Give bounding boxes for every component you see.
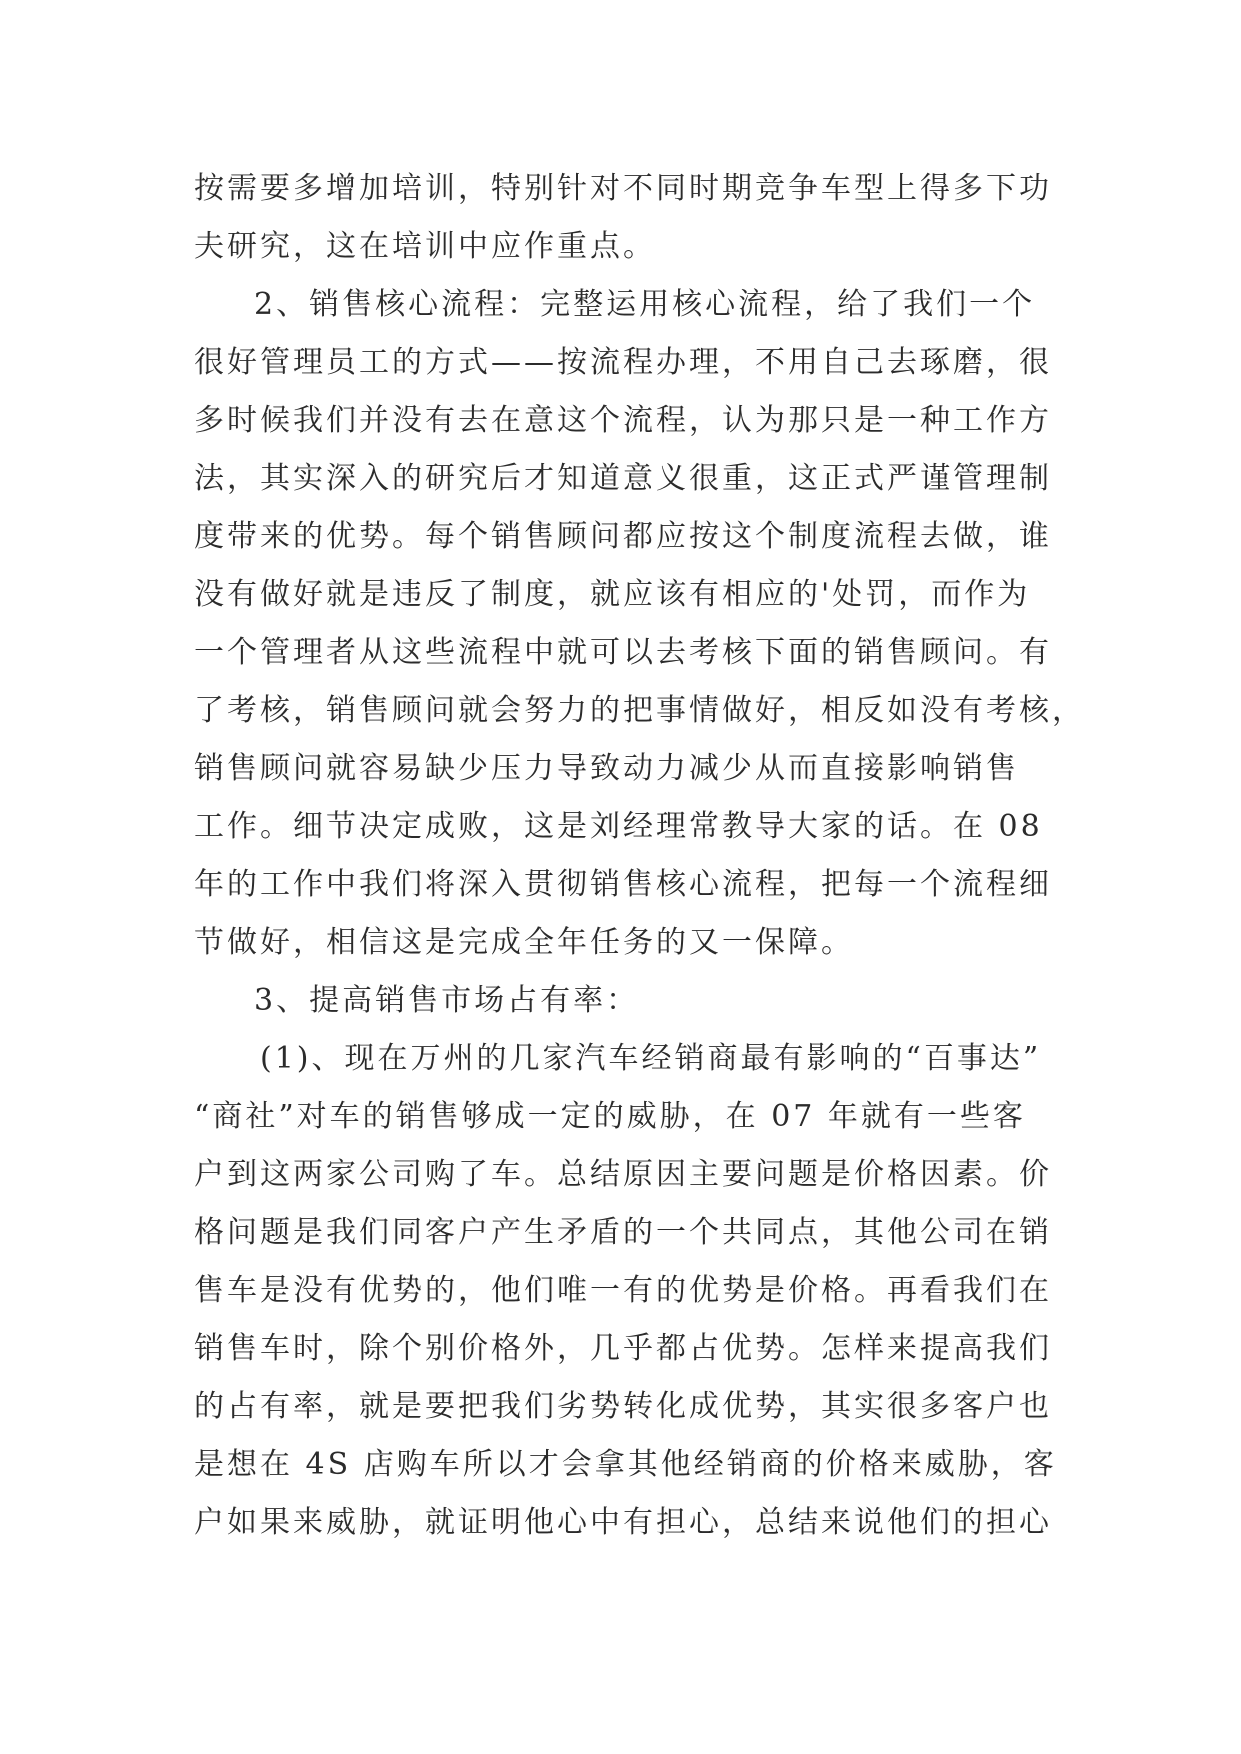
text-line: 工作。细节决定成败，这是刘经理常教导大家的话。在 08 [194,809,1043,844]
text-line: 户如果来威胁，就证明他心中有担心，总结来说他们的担心 [194,1505,1052,1540]
text-line: 格问题是我们同客户产生矛盾的一个共同点，其他公司在销 [194,1215,1052,1250]
text-line: 多时候我们并没有去在意这个流程，认为那只是一种工作方 [194,403,1052,438]
subparagraph-heading-1: (1)、现在万州的几家汽车经销商最有影响的“百事达” [260,1041,1042,1076]
text-line: 一个管理者从这些流程中就可以去考核下面的销售顾问。有 [194,635,1052,670]
text-line: 很好管理员工的方式——按流程办理，不用自己去琢磨，很 [194,345,1052,380]
paragraph-heading-3: 3、提高销售市场占有率： [254,983,640,1018]
text-line: 夫研究，这在培训中应作重点。 [194,229,656,264]
text-line: 按需要多增加培训，特别针对不同时期竞争车型上得多下功 [194,171,1052,206]
text-line: 节做好，相信这是完成全年任务的又一保障。 [194,925,854,960]
paragraph-heading-2: 2、销售核心流程：完整运用核心流程，给了我们一个 [254,287,1036,322]
text-line: 没有做好就是违反了制度，就应该有相应的'处罚，而作为 [194,577,1031,612]
text-line: 度带来的优势。每个销售顾问都应按这个制度流程去做，谁 [194,519,1052,554]
text-line: 销售车时，除个别价格外，几乎都占优势。怎样来提高我们 [194,1331,1052,1366]
text-line: 销售顾问就容易缺少压力导致动力减少从而直接影响销售 [194,751,1019,786]
text-line: 售车是没有优势的，他们唯一有的优势是价格。再看我们在 [194,1273,1052,1308]
text-line: 法，其实深入的研究后才知道意义很重，这正式严谨管理制 [194,461,1052,496]
text-line: 是想在 4S 店购车所以才会拿其他经销商的价格来威胁，客 [194,1447,1057,1482]
text-line: 的占有率，就是要把我们劣势转化成优势，其实很多客户也 [194,1389,1052,1424]
text-line: “商社”对车的销售够成一定的威胁，在 07 年就有一些客 [194,1099,1026,1134]
text-line: 户到这两家公司购了车。总结原因主要问题是价格因素。价 [194,1157,1052,1192]
text-line: 年的工作中我们将深入贯彻销售核心流程，把每一个流程细 [194,867,1052,902]
text-line: 了考核，销售顾问就会努力的把事情做好，相反如没有考核， [194,693,1085,728]
